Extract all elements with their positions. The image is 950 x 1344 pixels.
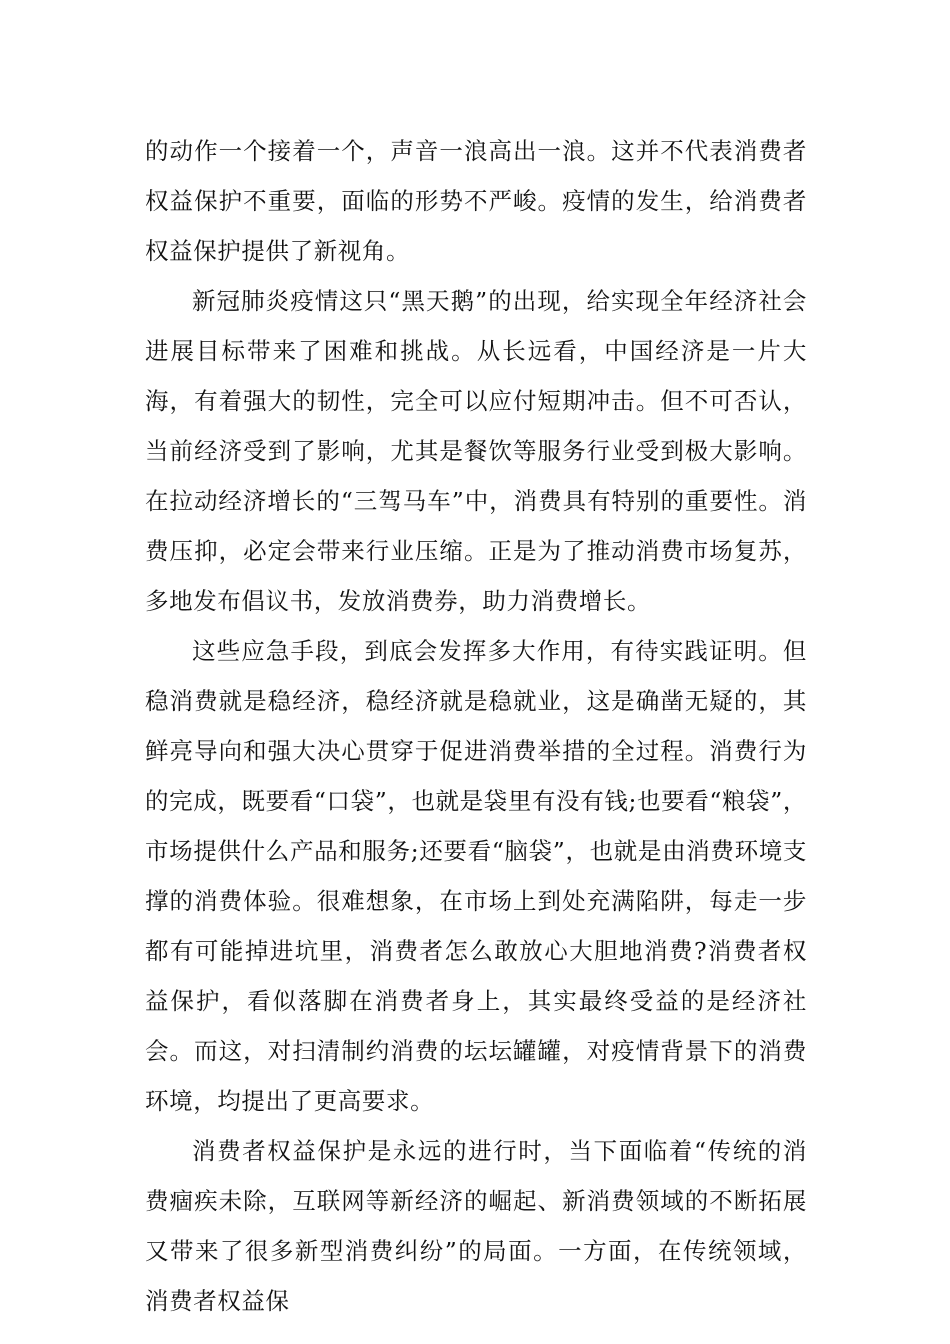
paragraph: 这些应急手段，到底会发挥多大作用，有待实践证明。但稳消费就是稳经济，稳经济就是稳就业，这是确凿无疑的，其鲜亮导向和强大决心贯穿于促进消费举措的全过程。消费行为的完成，既要看“口袋”，也就是袋里有没有钱;也要看“粮袋”，市场提供什么产品和服务;还要看“脑袋”，也就是由消费环境支撑的消费体验。很难想象，在市场上到处充满陷阱，每走一步都有可能掉进坑里，消费者怎么敢放心大胆地消费?消费者权益保护，看似落脚在消费者身上，其实最终受益的是经济社会。而这，对扫清制约消费的坛坛罐罐，对疫情背景下的消费环境，均提出了更高要求。 xyxy=(145,637,807,1115)
body-text xyxy=(145,126,807,1326)
paragraph: 消费者权益保护是永远的进行时，当下面临着“传统的消费痼疾未除，互联网等新经济的崛起、新消费领域的不断拓展又带来了很多新型消费纠纷”的局面。一方面，在传统领域，消费者权益保 xyxy=(145,1137,807,1315)
paragraph: 新冠肺炎疫情这只“黑天鹅”的出现，给实现全年经济社会进展目标带来了困难和挑战。从长远看，中国经济是一片大海，有着强大的韧性，完全可以应付短期冲击。但不可否认，当前经济受到了影响，尤其是餐饮等服务行业受到极大影响。在拉动经济增长的“三驾马车”中，消费具有特别的重要性。消费压抑，必定会带来行业压缩。正是为了推动消费市场复苏，多地发布倡议书，发放消费券，助力消费增长。 xyxy=(145,287,807,615)
paragraph-continuation: 的动作一个接着一个，声音一浪高出一浪。这并不代表消费者权益保护不重要，面临的形势不严峻。疫情的发生，给消费者权益保护提供了新视角。 xyxy=(145,137,807,265)
